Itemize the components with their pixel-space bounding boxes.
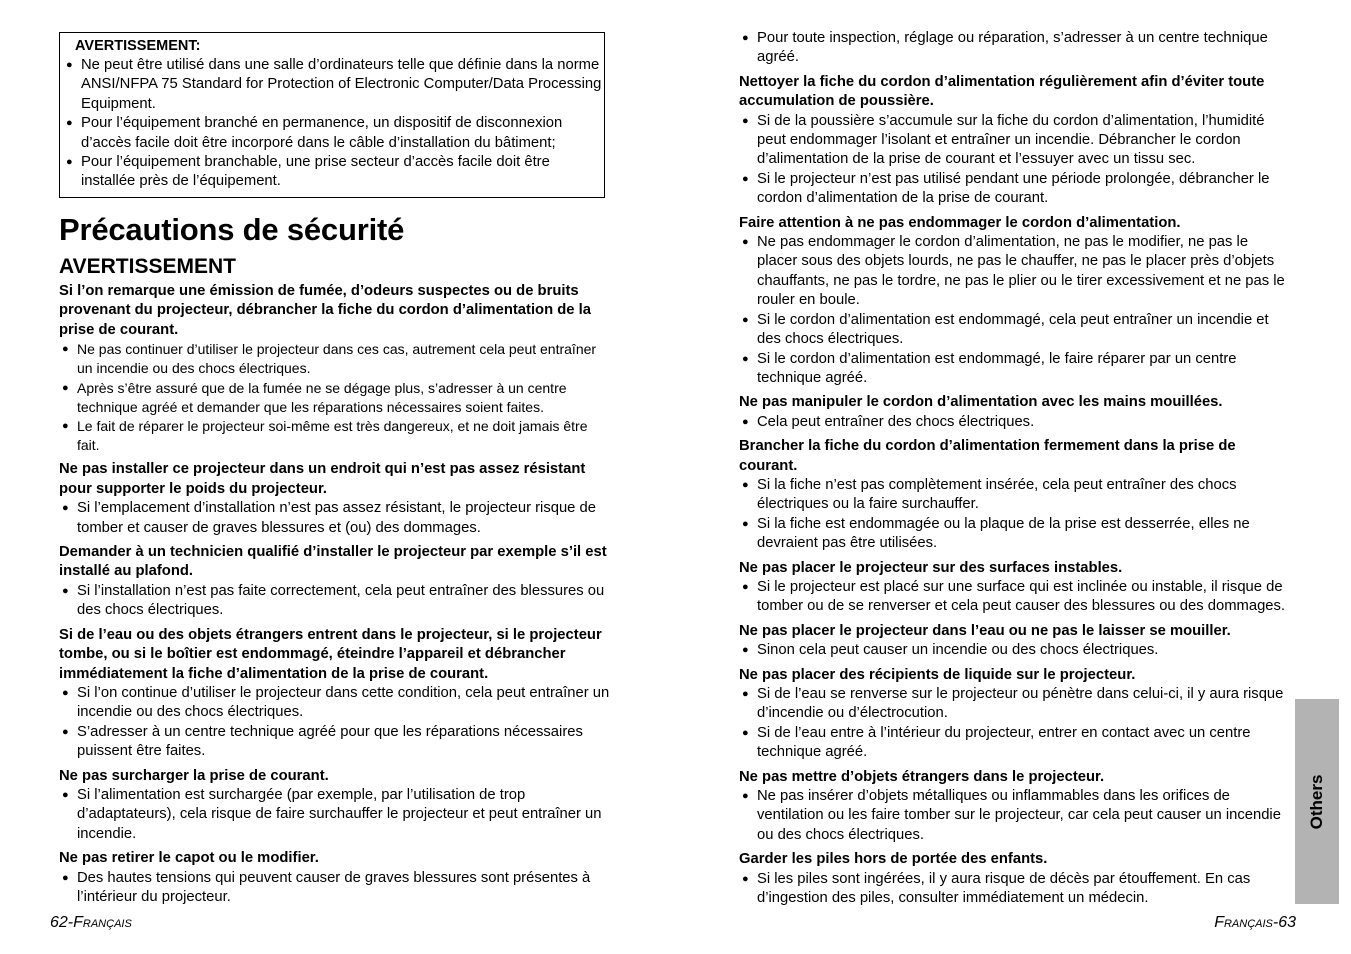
section-subtitle: AVERTISSEMENT	[59, 255, 236, 278]
bullet-item: ● Si l’alimentation est surchargée (par exemple, par l’utilisation de trop d’adaptateurs), cela risque de faire surchauffer le projecteur et peut entraîner un incendie.	[59, 786, 611, 844]
section-bullets	[739, 29, 1291, 68]
section-bullets	[59, 786, 611, 844]
safety-section	[739, 559, 1291, 617]
section-bullets	[739, 413, 1291, 432]
section-bullets	[59, 499, 611, 538]
footer-left-lang: Français	[73, 914, 132, 931]
section-heading: Ne pas placer le projecteur dans l’eau ou ne pas le laisser se mouiller.	[739, 622, 1231, 639]
safety-section	[739, 850, 1291, 908]
section-bullets	[59, 582, 611, 621]
bullet-item: ● Si le cordon d’alimentation est endommagé, le faire réparer par un centre technique agréé.	[739, 350, 1291, 389]
section-heading: Nettoyer la fiche du cordon d’alimentation régulièrement afin d’éviter toute accumulation de poussière.	[739, 73, 1265, 110]
section-bullets	[59, 869, 611, 908]
safety-section	[739, 393, 1291, 432]
bullet-item: ● Si de l’eau se renverse sur le projecteur ou pénètre dans celui-ci, il y aura risque d’incendie ou d’électrocution.	[739, 685, 1291, 724]
bullet-item: ● Si les piles sont ingérées, il y aura risque de décès par étouffement. En cas d’ingestion des piles, consulter immédiatement un médecin.	[739, 870, 1291, 909]
bullet-item: ● Sinon cela peut causer un incendie ou des chocs électriques.	[739, 641, 1291, 660]
footer-right-lang: Français	[1214, 914, 1273, 931]
bullet-item: ● Des hautes tensions qui peuvent causer de graves blessures sont présentes à l’intérieur du projecteur.	[59, 869, 611, 908]
bullet-item: ● Si la fiche est endommagée ou la plaque de la prise est desserrée, elles ne devraient pas être utilisées.	[739, 515, 1291, 554]
bullet-item: ● Si de l’eau entre à l’intérieur du projecteur, entrer en contact avec un centre technique agréé.	[739, 724, 1291, 763]
warning-box-item: ● Ne peut être utilisé dans une salle d’ordinateurs telle que définie dans la norme ANSI/NFPA 75 Standard for Protection of Electronic Computer/Data Processing Equipment.	[66, 56, 604, 114]
warning-box	[59, 32, 605, 198]
section-bullets	[59, 340, 611, 455]
section-bullets	[739, 870, 1291, 909]
safety-section	[739, 437, 1291, 553]
safety-section	[739, 768, 1291, 846]
footer-left-number: 62-	[50, 914, 74, 931]
section-heading: Ne pas manipuler le cordon d’alimentation avec les mains mouillées.	[739, 394, 1223, 411]
safety-section	[59, 767, 611, 845]
section-heading: Ne pas installer ce projecteur dans un endroit qui n’est pas assez résistant pour supporter le poids du projecteur.	[59, 461, 586, 497]
bullet-item: ● Le fait de réparer le projecteur soi-même est très dangereux, et ne doit jamais être fait.	[59, 417, 611, 455]
bullet-item: ● Pour toute inspection, réglage ou réparation, s’adresser à un centre technique agréé.	[739, 29, 1291, 68]
section-heading: Ne pas surcharger la prise de courant.	[59, 767, 329, 784]
safety-section	[739, 622, 1291, 661]
bullet-item: ● Si le projecteur n’est pas utilisé pendant une période prolongée, débrancher le cordon d’alimentation de la prise de courant.	[739, 170, 1291, 209]
section-bullets	[739, 641, 1291, 660]
section-bullets	[739, 787, 1291, 845]
bullet-item: ● Si le projecteur est placé sur une surface qui est inclinée ou instable, il risque de tomber ou de se renverser et cela peut causer des blessures ou des dommages.	[739, 578, 1291, 617]
safety-section	[59, 849, 611, 907]
warning-box-item: ● Pour l’équipement branché en permanence, un dispositif de disconnexion d’accès facile doit être incorporé dans le câble d’installation du bâtiment;	[66, 114, 604, 153]
bullet-item: ● S’adresser à un centre technique agréé pour que les réparations nécessaires puissent être faites.	[59, 723, 611, 762]
section-heading: Ne pas placer des récipients de liquide sur le projecteur.	[739, 666, 1136, 683]
section-heading: Si de l’eau ou des objets étrangers entrent dans le projecteur, si le projecteur tombe, ou si le boîtier est endommagé, éteindre l’appareil et débrancher immédiatement la fiche d’alimentation de la prise de courant.	[59, 626, 602, 682]
bullet-item: ● Si l’emplacement d’installation n’est pas assez résistant, le projecteur risque de tomber et causer de graves blessures et (ou) des dommages.	[59, 499, 611, 538]
bullet-item: ● Cela peut entraîner des chocs électriques.	[739, 413, 1291, 432]
section-bullets	[59, 684, 611, 762]
safety-section	[739, 73, 1291, 209]
warning-box-list	[66, 56, 604, 192]
section-heading: Ne pas retirer le capot ou le modifier.	[59, 850, 319, 867]
section-heading: Demander à un technicien qualifié d’installer le projecteur par exemple s’il est installé au plafond.	[59, 544, 607, 580]
page-title: Précautions de sécurité	[59, 212, 405, 247]
section-bullets	[739, 112, 1291, 209]
safety-section	[59, 282, 611, 455]
section-heading: Ne pas placer le projecteur sur des surfaces instables.	[739, 559, 1123, 576]
bullet-item: ● Ne pas continuer d’utiliser le projecteur dans ces cas, autrement cela peut entraîner un incendie ou des chocs électriques.	[59, 340, 611, 378]
section-bullets	[739, 476, 1291, 554]
bullet-item: ● Si l’on continue d’utiliser le projecteur dans cette condition, cela peut entraîner un incendie ou des chocs électriques.	[59, 684, 611, 723]
section-heading: Si l’on remarque une émission de fumée, d’odeurs suspectes ou de bruits provenant du projecteur, débrancher la fiche du cordon d’alimentation de la prise de courant.	[59, 283, 591, 338]
safety-section	[59, 543, 611, 621]
section-heading: Faire attention à ne pas endommager le cordon d’alimentation.	[739, 214, 1181, 231]
bullet-item: ● Ne pas insérer d’objets métalliques ou inflammables dans les orifices de ventilation ou les faire tomber sur le projecteur, car cela peut causer un incendie ou des chocs électriques.	[739, 787, 1291, 845]
bullet-item: ● Si l’installation n’est pas faite correctement, cela peut entraîner des blessures ou des chocs électriques.	[59, 582, 611, 621]
section-bullets	[739, 578, 1291, 617]
side-tab-others[interactable]	[1295, 699, 1339, 904]
section-heading: Brancher la fiche du cordon d’alimentation fermement dans la prise de courant.	[739, 438, 1236, 474]
bullet-item: ● Si le cordon d’alimentation est endommagé, cela peut entraîner un incendie et des chocs électriques.	[739, 311, 1291, 350]
safety-section	[739, 214, 1291, 389]
side-tab-label: Others	[1307, 774, 1326, 829]
section-heading: Garder les piles hors de portée des enfants.	[739, 851, 1048, 868]
bullet-item: ● Si la fiche n’est pas complètement insérée, cela peut entraîner des chocs électriques ou la faire surchauffer.	[739, 476, 1291, 515]
section-bullets	[739, 685, 1291, 763]
section-heading: Ne pas mettre d’objets étrangers dans le projecteur.	[739, 768, 1105, 785]
safety-section	[739, 666, 1291, 763]
safety-section	[739, 29, 1291, 68]
footer-right-page	[1180, 914, 1296, 932]
safety-section	[59, 626, 611, 762]
left-column-sections	[59, 282, 611, 912]
warning-box-title: AVERTISSEMENT:	[75, 38, 201, 54]
footer-left-page	[50, 914, 132, 932]
right-column-sections	[739, 29, 1291, 913]
section-bullets	[739, 233, 1291, 388]
safety-section	[59, 460, 611, 538]
bullet-item: ● Si de la poussière s’accumule sur la fiche du cordon d’alimentation, l’humidité peut endommager l’isolant et entraîner un incendie. Débrancher le cordon d’alimentation de la prise de courant et l’essuyer avec un tissu sec.	[739, 112, 1291, 170]
bullet-item: ● Après s’être assuré que de la fumée ne se dégage plus, s’adresser à un centre technique agréé et demander que les réparations nécessaires soient faites.	[59, 379, 611, 417]
warning-box-item: ● Pour l’équipement branchable, une prise secteur d’accès facile doit être installée près de l’équipement.	[66, 153, 604, 192]
footer-right-number: -63	[1272, 914, 1296, 931]
bullet-item: ● Ne pas endommager le cordon d’alimentation, ne pas le modifier, ne pas le placer sous des objets lourds, ne pas le chauffer, ne pas le placer près d’objets chauffants, ne pas le tordre, ne pas le plier ou le tirer excessivement et ne pas le rouler en boule.	[739, 233, 1291, 311]
